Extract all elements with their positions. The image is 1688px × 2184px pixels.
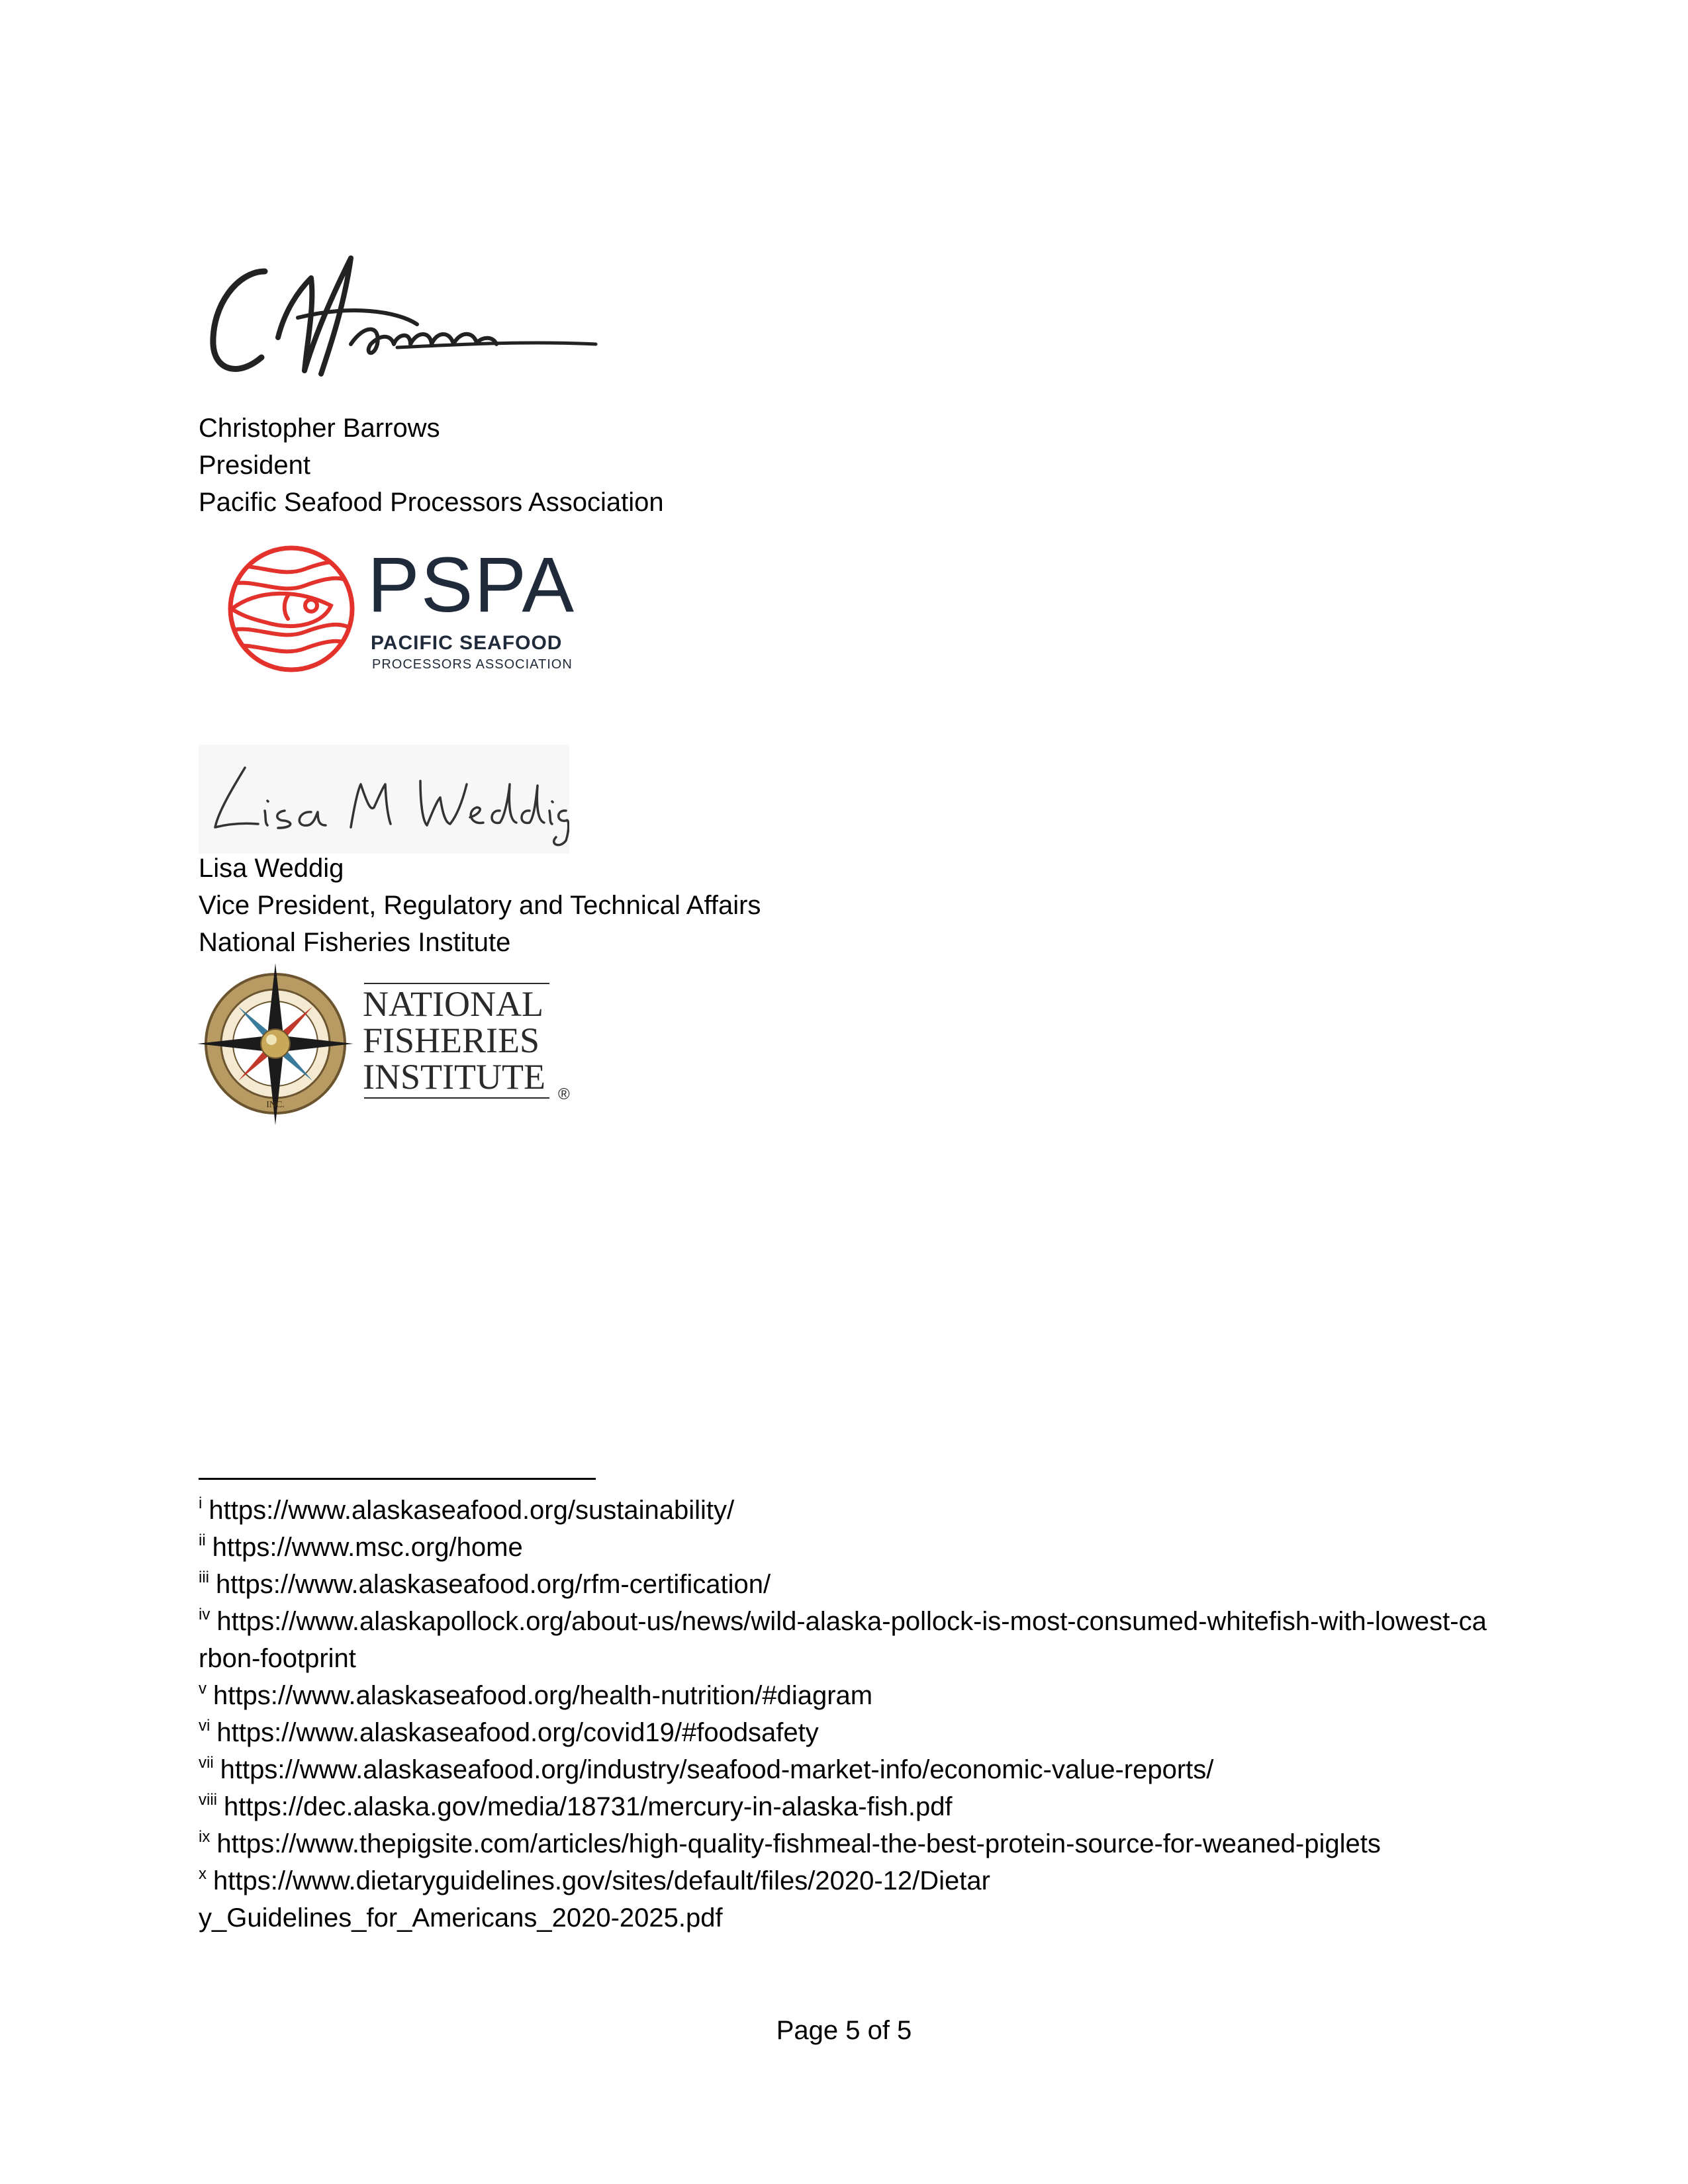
- footnote-link[interactable]: https://www.alaskaseafood.org/covid19/#foodsafety: [216, 1718, 819, 1747]
- footnote-link[interactable]: https://dec.alaska.gov/media/18731/mercury-in-alaska-fish.pdf: [224, 1792, 953, 1821]
- footnote-marker: vii: [199, 1754, 214, 1772]
- footnote-item: [199, 1825, 1489, 1862]
- footnote-item: [199, 1677, 1489, 1714]
- footnote-link[interactable]: https://www.msc.org/home: [212, 1533, 523, 1562]
- footnote-item: [199, 1714, 1489, 1751]
- footnote-marker: i: [199, 1494, 203, 1512]
- pspa-acronym: PSPA: [367, 541, 576, 629]
- footnote-marker: iii: [199, 1569, 209, 1586]
- pspa-fish-emblem: [225, 543, 357, 675]
- signatory2-name: Lisa Weddig: [199, 854, 344, 883]
- pspa-line1: PACIFIC SEAFOOD: [371, 632, 563, 654]
- page-number: Page 5 of 5: [776, 2016, 912, 2045]
- footnote-link[interactable]: https://www.alaskaseafood.org/rfm-certification/: [216, 1570, 771, 1599]
- footnote-marker: iv: [199, 1606, 211, 1623]
- footnotes-list: [199, 1492, 1489, 1936]
- footnote-item: [199, 1751, 1489, 1788]
- footnote-item: [199, 1788, 1489, 1825]
- signatory1-organization: Pacific Seafood Processors Association: [199, 488, 664, 517]
- footnote-link[interactable]: https://www.alaskaseafood.org/health-nutrition/#diagram: [213, 1681, 873, 1710]
- nfi-seal-emblem: [197, 963, 356, 1125]
- footnote-marker: v: [199, 1680, 207, 1698]
- footnote-link[interactable]: https://www.alaskaseafood.org/sustainability/: [209, 1496, 735, 1525]
- nfi-seal-inc: INC.: [266, 1100, 285, 1110]
- pspa-logo: [225, 543, 596, 682]
- footnote-marker: ii: [199, 1531, 206, 1549]
- footnote-separator: [199, 1478, 596, 1480]
- nfi-rule-bottom: [364, 1097, 549, 1099]
- nfi-logo: [197, 963, 581, 1125]
- signatory1-title: President: [199, 451, 310, 480]
- nfi-line1: NATIONAL: [363, 984, 543, 1024]
- footnote-link[interactable]: https://www.alaskapollock.org/about-us/news/wild-alaska-pollock-is-most-consumed-whitefish-with-lowest-carbon-footprint: [199, 1607, 1487, 1673]
- nfi-line3: INSTITUTE: [363, 1057, 545, 1097]
- nfi-rule-top: [364, 983, 549, 984]
- signatory2-title: Vice President, Regulatory and Technical Affairs: [199, 891, 761, 920]
- signatory2-organization: National Fisheries Institute: [199, 928, 511, 957]
- footnote-link[interactable]: https://www.thepigsite.com/articles/high-quality-fishmeal-the-best-protein-source-for-weaned-piglets: [216, 1829, 1381, 1858]
- pspa-line2: PROCESSORS ASSOCIATION: [372, 657, 573, 672]
- nfi-line2: FISHERIES: [363, 1021, 540, 1060]
- footnote-link[interactable]: https://www.dietaryguidelines.gov/sites/default/files/2020-12/Dietary_Guidelines_for_Americans_2020-2025.pdf: [199, 1866, 990, 1933]
- footnote-item: [199, 1603, 1489, 1677]
- signatory1-name: Christopher Barrows: [199, 414, 440, 443]
- footnote-marker: viii: [199, 1791, 217, 1809]
- footnote-marker: x: [199, 1865, 207, 1883]
- signature-lisa-weddig: [199, 745, 569, 854]
- signature-christopher-barrows: [199, 245, 609, 390]
- footnote-item: [199, 1566, 1489, 1603]
- footnote-link[interactable]: https://www.alaskaseafood.org/industry/seafood-market-info/economic-value-reports/: [220, 1755, 1214, 1784]
- footnote-marker: vi: [199, 1717, 211, 1735]
- footnote-item: [199, 1492, 1489, 1529]
- footnote-item: [199, 1529, 1489, 1566]
- footnote-marker: ix: [199, 1828, 211, 1846]
- footnote-item: [199, 1862, 993, 1936]
- nfi-registered-mark: ®: [558, 1085, 570, 1103]
